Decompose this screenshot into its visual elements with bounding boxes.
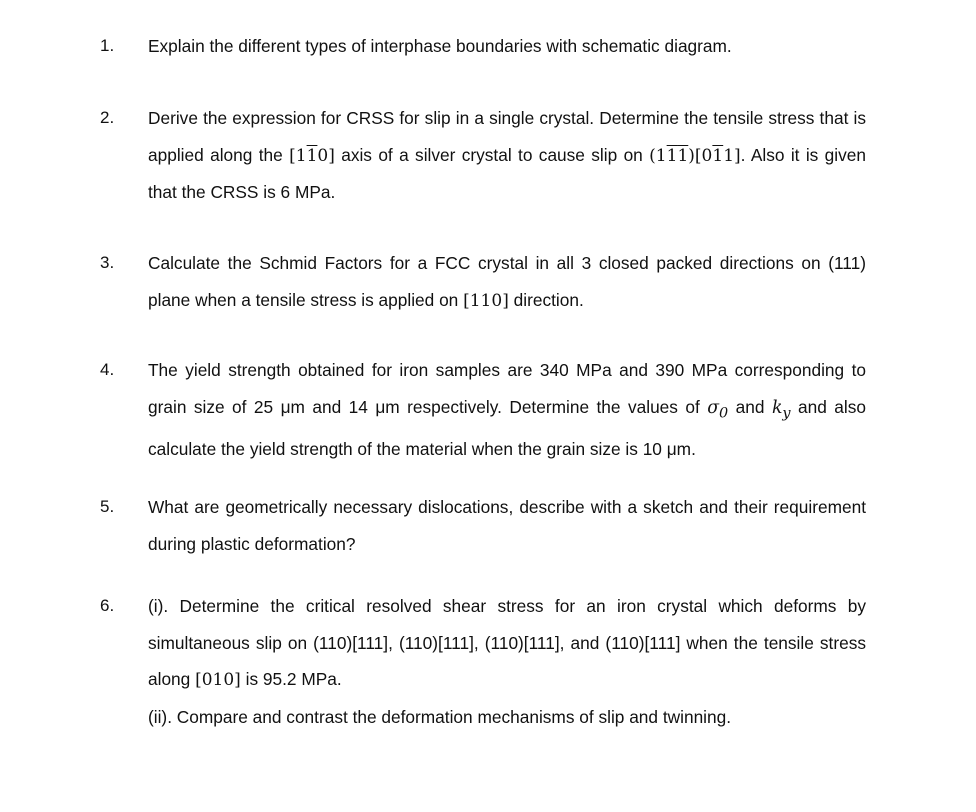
question-text [148, 28, 866, 65]
question-6-part-i-end: is 95.2 MPa. [240, 669, 342, 689]
question-text [148, 100, 866, 211]
plane-end: ) [688, 145, 695, 166]
question-4-part3: and also calculate the yield strength of the material when the grain size is 10 μm. [148, 396, 866, 460]
question-6-part-i [148, 588, 866, 699]
question-3-part1: Calculate the Schmid Factors for a FCC crystal in all 3 closed packed directions on (111) plane when a tensile stress is applied on [148, 253, 866, 310]
question-number: 5. [100, 497, 115, 516]
question-number: 2. [100, 108, 115, 127]
question-6-part-i-text: (i). Determine the critical resolved shear stress for an iron crystal which deforms by simultaneous slip on (110)[111], (110)[111], (110)[111], and (110)[111] when the tensile stress along [148, 596, 866, 689]
question-number: 6. [100, 596, 115, 615]
question-2-text [148, 100, 866, 211]
question-3-part2: direction. [508, 289, 584, 310]
question-5-text: What are geometrically necessary dislocations, describe with a sketch and their requirement during plastic deformation? [148, 497, 866, 554]
question-2-part1: Derive the expression for CRSS for slip in a single crystal. Determine the tensile stress that is applied along the [148, 108, 866, 165]
question-1-text: Explain the different types of interphase boundaries with schematic diagram. [148, 36, 732, 56]
plane-start: (1 [649, 145, 667, 166]
dir-bar-digit: 1 [306, 145, 318, 166]
dir-start: [1 [289, 145, 307, 166]
sigma-subscript: 0 [719, 404, 729, 421]
slip-plane [649, 146, 695, 166]
plane-bar-digit-1: 1 [666, 145, 678, 166]
question-4-text [148, 352, 866, 468]
question-text [148, 352, 866, 468]
plane-bar-digit-2: 1 [677, 145, 689, 166]
question-2-part2: axis of a silver crystal to cause slip on [334, 144, 650, 165]
question-text [148, 588, 866, 735]
sigma-zero [707, 397, 729, 421]
slip-direction [695, 146, 741, 166]
sigma-symbol: σ [707, 397, 720, 418]
question-6-part-ii: (ii). Compare and contrast the deformation mechanisms of slip and twinning. [148, 706, 732, 727]
question-text [148, 489, 866, 562]
k-y [771, 397, 791, 421]
question-2-part3: . Also it is given that the CRSS is 6 MPa. [148, 144, 866, 202]
direction-1-10 [289, 146, 335, 166]
question-4-part1: The yield strength obtained for iron samples are 340 MPa and 390 MPa corresponding to grain size of 25 μm and 14 μm respectively. Determine the values of [148, 360, 866, 417]
question-3-text [148, 245, 866, 319]
dir2-end: 1] [723, 145, 741, 166]
question-4-part2: and [728, 396, 772, 417]
question-text [148, 245, 866, 319]
direction-110: [110] [463, 290, 509, 311]
question-number: 4. [100, 360, 115, 379]
question-number: 3. [100, 253, 115, 272]
dir-end: 0] [317, 145, 335, 166]
direction-010: [010] [195, 670, 241, 690]
dir2-start: [0 [694, 145, 713, 166]
question-number: 1. [100, 36, 115, 55]
k-symbol: k [771, 397, 783, 418]
k-subscript: y [782, 404, 791, 421]
dir2-bar-digit: 1 [712, 145, 724, 166]
